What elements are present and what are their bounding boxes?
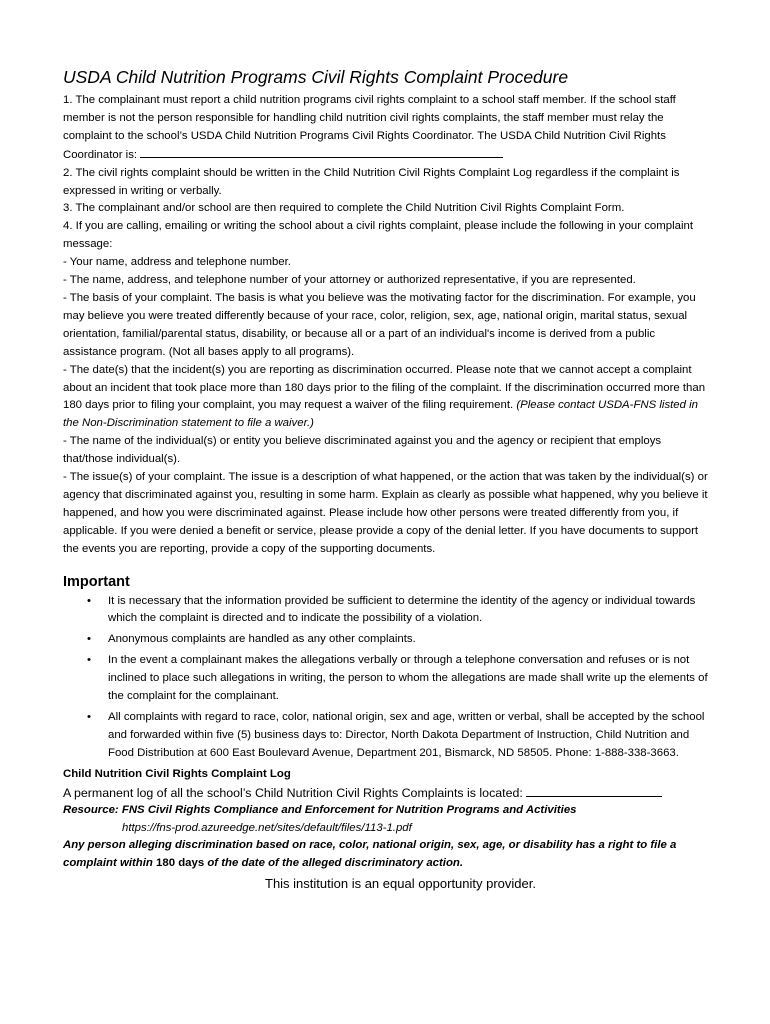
coordinator-name-blank[interactable] <box>140 146 503 158</box>
important-heading: Important <box>63 573 130 590</box>
waiver-note: (Please contact USDA-FNS listed in the Non-Discrimination statement to file a waiver.) <box>63 399 699 430</box>
bullet-icon: • <box>87 654 91 667</box>
list-item <box>63 652 708 706</box>
right-note-part3: of the date of the alleged discriminatory action. <box>207 857 464 870</box>
equal-opportunity-statement: This institution is an equal opportunity provider. <box>265 876 536 892</box>
log-heading: Child Nutrition Civil Rights Complaint Log <box>63 767 291 780</box>
log-location-text: A permanent log of all the school’s Child Nutrition Civil Rights Complaints is located: <box>63 785 523 800</box>
detail-individuals: - The name of the individual(s) or entity you believe discriminated against you and the agency or recipient that employs that/those individual(s). <box>63 435 662 466</box>
resource-label: Resource: FNS Civil Rights Compliance and Enforcement for Nutrition Programs and Activities <box>63 803 577 816</box>
right-to-file-note <box>63 837 708 873</box>
list-item-text: In the event a complainant makes the allegations verbally or through a telephone conversation and refuses or is not inclined to place such allegations in writing, the person to whom the allegations are made shall write up the elements of the complaint for the complainant. <box>108 654 708 703</box>
list-item <box>63 631 708 649</box>
detail-issues: - The issue(s) of your complaint. The issue is a description of what happened, or the action that was taken by the individual(s) or agency that discriminated against you, resulting in some harm. Explain as clearly as possible what happened, why you believe it happened, and how you were discriminated against. Please include how other persons were treated differently from you, if applicable. If you were denied a benefit or service, please provide a copy of the denial letter. If you have documents to support the events you are reporting, provide a copy of the supporting documents. <box>63 471 708 555</box>
step-4: 4. If you are calling, emailing or writing the school about a civil rights complaint, please include the following in your complaint message: <box>63 220 693 251</box>
list-item-text: Anonymous complaints are handled as any other complaints. <box>108 633 416 646</box>
right-note-days: 180 days <box>156 857 205 870</box>
detail-name: - Your name, address and telephone number. <box>63 256 291 269</box>
step-1-text: 1. The complainant must report a child nutrition programs civil rights complaint to a school staff member. If the school staff member is not the person responsible for handling child nutrition civil rights complaints, the staff member must relay the complaint to the school’s USDA Child Nutrition Programs Civil Rights Coordinator. The USDA Child Nutrition Civil Rights Coordinator is: <box>63 94 676 161</box>
list-item-text: It is necessary that the information provided be sufficient to determine the identity of the agency or individual towards which the complaint is directed and to indicate the possibility of a violation. <box>108 594 696 625</box>
log-location-blank[interactable] <box>526 785 662 797</box>
step-3: 3. The complainant and/or school are then required to complete the Child Nutrition Civil Rights Complaint Form. <box>63 202 625 215</box>
detail-dates-text: - The date(s) that the incident(s) you are reporting as discrimination occurred. Please note that we cannot accept a complaint about an incident that took place more than 180 days prior to the filing of the complaint. If the discrimination occurred more than 180 days prior to filing your complaint, you may request a waiver of the filing requirement. <box>63 363 706 412</box>
document-page <box>63 66 708 893</box>
right-note-part1: Any person alleging discrimination based on race, color, national origin, sex, age, or disability has a right to file a complaint within <box>63 839 677 870</box>
detail-dates <box>63 362 708 434</box>
procedure-body <box>63 92 708 559</box>
important-list <box>63 593 708 763</box>
list-item-text: All complaints with regard to race, color, national origin, sex and age, written or verbal, shall be accepted by the school and forwarded within five (5) business days to: Director, North Dakota Department of Instruction, Child Nutrition and Food Distribution at 600 East Boulevard Avenue, Department 201, Bismarck, ND 58505. Phone: 1-888-338-3663. <box>108 711 705 759</box>
bullet-icon: • <box>87 594 91 607</box>
detail-attorney: - The name, address, and telephone number of your attorney or authorized representative, if you are represented. <box>63 274 636 287</box>
list-item <box>63 593 708 629</box>
detail-basis: - The basis of your complaint. The basis is what you believe was the motivating factor for the discrimination. For example, you may believe you were treated differently because of your race, color, religion, sex, age, national origin, marital status, sexual orientation, familial/parental status, disability, or because all or a part of an individual's income is derived from a public assistance program. (Not all bases apply to all programs). <box>63 291 696 358</box>
step-2: 2. The civil rights complaint should be written in the Child Nutrition Civil Rights Complaint Log regardless if the complaint is expressed in writing or verbally. <box>63 166 680 197</box>
bullet-icon: • <box>87 633 91 646</box>
resource-link[interactable]: https://fns-prod.azureedge.net/sites/default/files/113-1.pdf <box>122 821 412 834</box>
page-title: USDA Child Nutrition Programs Civil Rights Complaint Procedure <box>63 67 569 87</box>
bullet-icon: • <box>87 711 91 723</box>
log-location <box>63 784 708 802</box>
list-item <box>63 709 708 763</box>
step-1 <box>63 92 708 165</box>
